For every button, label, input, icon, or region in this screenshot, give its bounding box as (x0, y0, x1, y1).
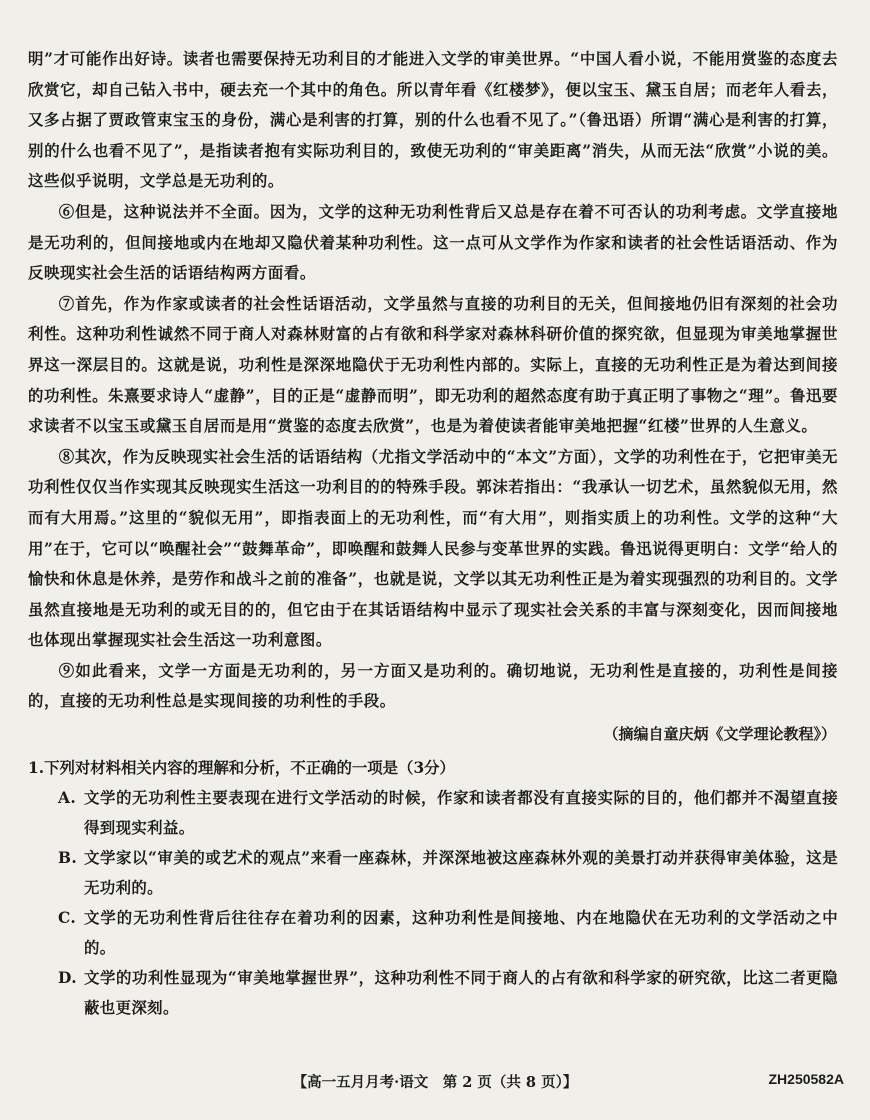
option-label: B. (58, 849, 78, 868)
option-c (28, 903, 838, 963)
option-a (28, 783, 838, 843)
question-stem: 1.下列对材料相关内容的理解和分析，不正确的一项是（3分） (28, 759, 455, 778)
page-footer (0, 1071, 870, 1095)
option-b (28, 843, 838, 903)
option-label: A. (58, 789, 77, 808)
footer-page-info: 【高一五月月考·语文 第 2 页（共 8 页）】 (292, 1074, 578, 1091)
option-label: D. (58, 969, 77, 988)
option-text: 文学家以“审美的或艺术的观点”来看一座森林，并深深地被这座森林外观的美景打动并获得审美体验，这是无功利的。 (84, 849, 838, 898)
passage-source: （摘编自童庆炳《文学理论教程》） (603, 725, 836, 744)
paragraph-9: ⑨如此看来，文学一方面是无功利的，另一方面又是功利的。确切地说，无功利性是直接的，功利性是间接的，直接的无功利性总是实现间接的功利性的手段。 (28, 661, 838, 711)
footer-exam-code: ZH250582A (768, 1071, 844, 1087)
option-text: 文学的无功利性背后往往存在着功利的因素，这种功利性是间接地、内在地隐伏在无功利的文学活动之中的。 (84, 909, 838, 958)
option-text: 文学的无功利性主要表现在进行文学活动的时候，作家和读者都没有直接实际的目的，他们都并不渴望直接得到现实利益。 (84, 789, 838, 838)
option-text: 文学的功利性显现为“审美地掌握世界”，这种功利性不同于商人的占有欲和科学家的研究欲，比这二者更隐蔽也更深刻。 (84, 969, 838, 1018)
question-1 (28, 753, 838, 1023)
answer-options (28, 783, 838, 1023)
paragraph-continued: 明”才可能作出好诗。读者也需要保持无功利目的才能进入文学的审美世界。“中国人看小说，不能用赏鉴的态度去欣赏它，却自己钻入书中，硬去充一个其中的角色。所以青年看《红楼梦》，便以宝玉、黛玉自居；而老年人看去，又多占据了贾政管束宝玉的身份，满心是利害的打算，别的什么也看不见了。”（鲁迅语）所谓“满心是利害的打算，别的什么也看不见了”，是指读者抱有实际功利目的，致使无功利的“审美距离”消失，从而无法“欣赏”小说的美。这些似乎说明，文学总是无功利的。 (28, 50, 838, 191)
reading-passage (28, 44, 838, 749)
paragraph-6: ⑥但是，这种说法并不全面。因为，文学的这种无功利性背后又总是存在着不可否认的功利考虑。文学直接地是无功利的，但间接地或内在地却又隐伏着某种功利性。这一点可从文学作为作家和读者的社会性话语活动、作为反映现实社会生活的话语结构两方面看。 (28, 202, 838, 283)
option-label: C. (58, 909, 77, 928)
paragraph-7: ⑦首先，作为作家或读者的社会性话语活动，文学虽然与直接的功利目的无关，但间接地仍旧有深刻的社会功利性。这种功利性诚然不同于商人对森林财富的占有欲和科学家对森林科研价值的探究欲，但显现为审美地掌握世界这一深层目的。这就是说，功利性是深深地隐伏于无功利性内部的。实际上，直接的无功利性正是为着达到间接的功利性。朱熹要求诗人“虚静”，目的正是“虚静而明”，即无功利的超然态度有助于真正明了事物之“理”。鲁迅要求读者不以宝玉或黛玉自居而是用“赏鉴的态度去欣赏”，也是为着使读者能审美地把握“红楼”世界的人生意义。 (28, 294, 838, 436)
option-d (28, 963, 838, 1023)
paragraph-8: ⑧其次，作为反映现实社会生活的话语结构（尤指文学活动中的“本文”方面），文学的功利性在于，它把审美无功利性仅仅当作实现其反映现实生活这一功利目的的特殊手段。郭沫若指出：“我承认一切艺术，虽然貌似无用，然而有大用焉。”这里的“貌似无用”，即指表面上的无功利性，而“有大用”，则指实质上的功利性。文学的这种“大用”在于，它可以“唤醒社会”“鼓舞革命”，即唤醒和鼓舞人民参与变革世界的实践。鲁迅说得更明白：文学“给人的愉快和休息是休养，是劳作和战斗之前的准备”，也就是说，文学以其无功利性正是为着实现强烈的功利目的。文学虽然直接地是无功利的或无目的的，但它由于在其话语结构中显示了现实社会关系的丰富与深刻变化，因而间接地也体现出掌握现实社会生活这一功利意图。 (28, 447, 838, 650)
